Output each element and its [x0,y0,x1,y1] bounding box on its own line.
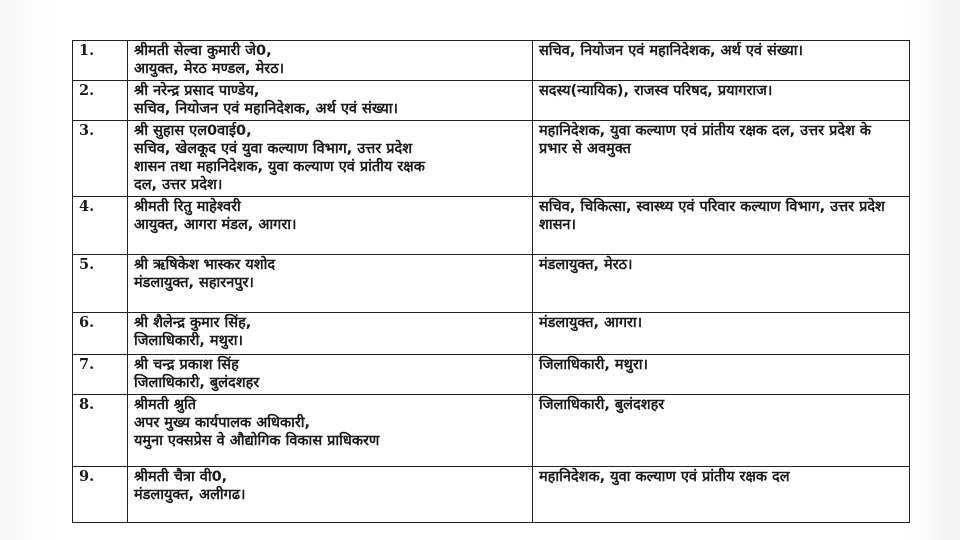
serial-number-cell: 8. [73,395,128,467]
officer-line: अपर मुख्य कार्यपालक अधिकारी, [134,415,311,431]
table-row [73,395,910,467]
new-posting-cell [533,255,910,313]
new-posting-cell [533,355,910,395]
officer-current-post-cell [128,121,533,197]
officer-line: मंडलायुक्त, सहारनपुर। [134,275,254,291]
officer-line: यमुना एक्सप्रेस वे औद्योगिक विकास प्राधिकरण [134,433,380,449]
officer-current-post-cell [128,197,533,255]
officer-current-post-cell [128,81,533,121]
new-posting-cell [533,41,910,81]
officer-line: श्री नरेन्द्र प्रसाद पाण्डेय, [134,83,260,99]
table-row [73,355,910,395]
serial-number-cell: 4. [73,197,128,255]
serial-number-cell: 3. [73,121,128,197]
table-row [73,467,910,523]
new-posting-text: सदस्य(न्यायिक), राजस्व परिषद, प्रयागराज। [539,83,773,99]
table-row [73,313,910,355]
officer-line: श्री सुहास एल0वाई0, [134,123,252,139]
officer-line: सचिव, खेलकूद एवं युवा कल्याण विभाग, उत्तर प्रदेश [134,141,413,157]
officer-line: जिलाधिकारी, मथुरा। [134,333,244,349]
new-posting-text: मंडलायुक्त, आगरा। [539,315,643,331]
new-posting-text: सचिव, चिकित्सा, स्वास्थ्य एवं परिवार कल्याण विभाग, उत्तर प्रदेश शासन। [539,199,885,233]
transfer-table [72,40,910,523]
officer-current-post-cell [128,395,533,467]
serial-number-cell: 1. [73,41,128,81]
officer-current-post-cell [128,41,533,81]
officer-current-post-cell [128,467,533,523]
officer-line: शासन तथा महानिदेशक, युवा कल्याण एवं प्रांतीय रक्षक [134,159,425,175]
new-posting-cell [533,121,910,197]
officer-line: मंडलायुक्त, अलीगढ। [134,487,246,503]
new-posting-cell [533,395,910,467]
officer-current-post-cell [128,313,533,355]
officer-line: सचिव, नियोजन एवं महानिदेशक, अर्थ एवं संख्या। [134,101,398,117]
officer-line: श्रीमती श्रुति [134,397,197,413]
officer-line: श्रीमती सेल्वा कुमारी जे0, [134,43,272,59]
new-posting-cell [533,81,910,121]
new-posting-cell [533,313,910,355]
serial-number-cell: 6. [73,313,128,355]
table-row [73,121,910,197]
officer-line: श्रीमती रितु माहेश्वरी [134,199,241,215]
officer-current-post-cell [128,255,533,313]
officer-line: जिलाधिकारी, बुलंदशहर [134,375,260,391]
officer-line: श्री ऋषिकेश भास्कर यशोद [134,257,276,273]
table-body [73,41,910,523]
new-posting-text: जिलाधिकारी, मथुरा। [539,357,649,373]
serial-number-cell: 5. [73,255,128,313]
officer-line: दल, उत्तर प्रदेश। [134,177,223,193]
serial-number-cell: 9. [73,467,128,523]
officer-line: श्री शैलेन्द्र कुमार सिंह, [134,315,252,331]
new-posting-cell [533,197,910,255]
officer-line: आयुक्त, आगरा मंडल, आगरा। [134,217,297,233]
serial-number-cell: 7. [73,355,128,395]
table-row [73,255,910,313]
serial-number-cell: 2. [73,81,128,121]
new-posting-text: मंडलायुक्त, मेरठ। [539,257,633,273]
officer-line: श्री चन्द्र प्रकाश सिंह [134,357,239,373]
officer-current-post-cell [128,355,533,395]
new-posting-cell [533,467,910,523]
new-posting-text: महानिदेशक, युवा कल्याण एवं प्रांतीय रक्षक दल, उत्तर प्रदेश के प्रभार से अवमुक्त [539,123,872,157]
officer-line: श्रीमती चैत्रा वी0, [134,469,228,485]
table-row [73,41,910,81]
table-row [73,197,910,255]
new-posting-text: सचिव, नियोजन एवं महानिदेशक, अर्थ एवं संख्या। [539,43,803,59]
table-row [73,81,910,121]
new-posting-text: जिलाधिकारी, बुलंदशहर [539,397,665,413]
officer-line: आयुक्त, मेरठ मण्डल, मेरठ। [134,61,285,77]
new-posting-text: महानिदेशक, युवा कल्याण एवं प्रांतीय रक्षक दल [539,469,790,485]
